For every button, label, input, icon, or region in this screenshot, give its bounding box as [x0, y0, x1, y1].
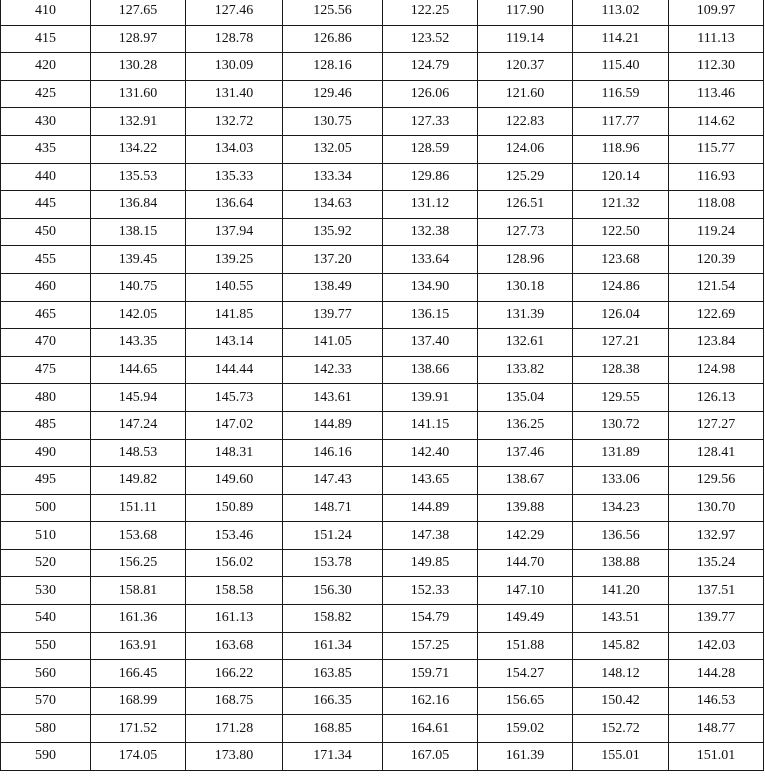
table-cell: 147.24: [91, 411, 186, 439]
table-cell: 151.88: [478, 632, 573, 660]
row-key-cell: 460: [1, 273, 91, 301]
table-cell: 127.21: [573, 329, 669, 357]
table-cell: 132.38: [383, 218, 478, 246]
table-cell: 123.52: [383, 25, 478, 53]
table-cell: 139.77: [669, 605, 764, 633]
table-cell: 138.66: [383, 356, 478, 384]
table-cell: 149.49: [478, 605, 573, 633]
table-cell: 119.24: [669, 218, 764, 246]
row-key-cell: 570: [1, 687, 91, 715]
table-cell: 132.97: [669, 522, 764, 550]
table-cell: 156.25: [91, 549, 186, 577]
table-cell: 143.35: [91, 329, 186, 357]
table-cell: 116.93: [669, 163, 764, 191]
table-cell: 139.88: [478, 494, 573, 522]
table-cell: 131.60: [91, 80, 186, 108]
table-cell: 129.55: [573, 384, 669, 412]
table-cell: 137.46: [478, 439, 573, 467]
row-key-cell: 500: [1, 494, 91, 522]
table-cell: 141.85: [186, 301, 283, 329]
table-cell: 156.30: [283, 577, 383, 605]
table-row: [1, 356, 764, 384]
table-cell: 146.16: [283, 439, 383, 467]
table-cell: 174.05: [91, 743, 186, 771]
table-cell: 166.35: [283, 687, 383, 715]
table-cell: 136.84: [91, 191, 186, 219]
row-key-cell: 420: [1, 53, 91, 81]
table-cell: 129.46: [283, 80, 383, 108]
row-key-cell: 590: [1, 743, 91, 771]
table-cell: 126.04: [573, 301, 669, 329]
table-cell: 146.53: [669, 687, 764, 715]
table-row: [1, 549, 764, 577]
table-cell: 143.14: [186, 329, 283, 357]
table-cell: 124.86: [573, 273, 669, 301]
table-cell: 147.43: [283, 467, 383, 495]
table-row: [1, 411, 764, 439]
table-cell: 168.99: [91, 687, 186, 715]
table-cell: 153.46: [186, 522, 283, 550]
table-cell: 114.21: [573, 25, 669, 53]
table-cell: 130.28: [91, 53, 186, 81]
table-cell: 141.20: [573, 577, 669, 605]
table-cell: 148.77: [669, 715, 764, 743]
table-row: [1, 494, 764, 522]
table-cell: 145.94: [91, 384, 186, 412]
table-row: [1, 246, 764, 274]
table-cell: 135.33: [186, 163, 283, 191]
row-key-cell: 550: [1, 632, 91, 660]
table-cell: 116.59: [573, 80, 669, 108]
table-cell: 113.02: [573, 0, 669, 25]
table-cell: 158.81: [91, 577, 186, 605]
table-row: [1, 467, 764, 495]
row-key-cell: 450: [1, 218, 91, 246]
table-cell: 153.68: [91, 522, 186, 550]
table-cell: 128.78: [186, 25, 283, 53]
table-cell: 163.91: [91, 632, 186, 660]
table-cell: 161.36: [91, 605, 186, 633]
table-cell: 134.63: [283, 191, 383, 219]
table-cell: 134.23: [573, 494, 669, 522]
table-row: [1, 743, 764, 771]
table-cell: 130.75: [283, 108, 383, 136]
table-row: [1, 135, 764, 163]
table-cell: 161.34: [283, 632, 383, 660]
table-row: [1, 439, 764, 467]
table-row: [1, 25, 764, 53]
table-cell: 161.13: [186, 605, 283, 633]
table-cell: 130.18: [478, 273, 573, 301]
table-cell: 129.56: [669, 467, 764, 495]
row-key-cell: 440: [1, 163, 91, 191]
table-cell: 171.28: [186, 715, 283, 743]
table-cell: 144.44: [186, 356, 283, 384]
table-cell: 150.89: [186, 494, 283, 522]
table-cell: 131.12: [383, 191, 478, 219]
table-cell: 137.20: [283, 246, 383, 274]
table-cell: 138.15: [91, 218, 186, 246]
table-cell: 124.06: [478, 135, 573, 163]
table-cell: 140.55: [186, 273, 283, 301]
row-key-cell: 470: [1, 329, 91, 357]
table-cell: 109.97: [669, 0, 764, 25]
table-cell: 144.65: [91, 356, 186, 384]
table-cell: 147.02: [186, 411, 283, 439]
table-row: [1, 301, 764, 329]
table-cell: 131.40: [186, 80, 283, 108]
table-cell: 149.82: [91, 467, 186, 495]
table-cell: 125.56: [283, 0, 383, 25]
table-cell: 124.79: [383, 53, 478, 81]
row-key-cell: 530: [1, 577, 91, 605]
table-cell: 144.89: [283, 411, 383, 439]
row-key-cell: 480: [1, 384, 91, 412]
table-cell: 132.72: [186, 108, 283, 136]
table-cell: 127.27: [669, 411, 764, 439]
table-cell: 148.31: [186, 439, 283, 467]
row-key-cell: 435: [1, 135, 91, 163]
row-key-cell: 425: [1, 80, 91, 108]
table-cell: 131.39: [478, 301, 573, 329]
table-cell: 135.24: [669, 549, 764, 577]
table-cell: 156.65: [478, 687, 573, 715]
row-key-cell: 510: [1, 522, 91, 550]
table-cell: 162.16: [383, 687, 478, 715]
table-cell: 114.62: [669, 108, 764, 136]
table-row: [1, 0, 764, 25]
table-cell: 132.61: [478, 329, 573, 357]
table-cell: 130.09: [186, 53, 283, 81]
table-cell: 142.40: [383, 439, 478, 467]
table-cell: 145.73: [186, 384, 283, 412]
table-cell: 154.79: [383, 605, 478, 633]
table-row: [1, 53, 764, 81]
table-row: [1, 577, 764, 605]
table-cell: 141.15: [383, 411, 478, 439]
table-cell: 115.77: [669, 135, 764, 163]
table-cell: 171.52: [91, 715, 186, 743]
row-key-cell: 485: [1, 411, 91, 439]
table-row: [1, 384, 764, 412]
table-cell: 140.75: [91, 273, 186, 301]
table-cell: 138.67: [478, 467, 573, 495]
table-cell: 123.68: [573, 246, 669, 274]
table-cell: 139.77: [283, 301, 383, 329]
table-cell: 139.45: [91, 246, 186, 274]
row-key-cell: 415: [1, 25, 91, 53]
table-body: [1, 0, 764, 770]
table-cell: 117.77: [573, 108, 669, 136]
table-cell: 127.65: [91, 0, 186, 25]
table-row: [1, 329, 764, 357]
row-key-cell: 430: [1, 108, 91, 136]
table-cell: 126.86: [283, 25, 383, 53]
table-cell: 137.94: [186, 218, 283, 246]
table-cell: 168.85: [283, 715, 383, 743]
table-cell: 136.56: [573, 522, 669, 550]
table-cell: 127.33: [383, 108, 478, 136]
table-cell: 150.42: [573, 687, 669, 715]
table-cell: 151.24: [283, 522, 383, 550]
table-cell: 126.13: [669, 384, 764, 412]
table-cell: 137.51: [669, 577, 764, 605]
row-key-cell: 475: [1, 356, 91, 384]
row-key-cell: 520: [1, 549, 91, 577]
table-cell: 117.90: [478, 0, 573, 25]
table-cell: 143.51: [573, 605, 669, 633]
table-cell: 166.22: [186, 660, 283, 688]
table-row: [1, 80, 764, 108]
table-cell: 148.71: [283, 494, 383, 522]
table-cell: 128.59: [383, 135, 478, 163]
table-cell: 118.96: [573, 135, 669, 163]
table-cell: 142.33: [283, 356, 383, 384]
table-cell: 122.25: [383, 0, 478, 25]
table-cell: 121.54: [669, 273, 764, 301]
table-cell: 147.10: [478, 577, 573, 605]
table-row: [1, 273, 764, 301]
table-cell: 154.27: [478, 660, 573, 688]
table-cell: 159.02: [478, 715, 573, 743]
table-cell: 148.53: [91, 439, 186, 467]
table-cell: 119.14: [478, 25, 573, 53]
table-cell: 121.60: [478, 80, 573, 108]
table-cell: 152.72: [573, 715, 669, 743]
table-cell: 158.82: [283, 605, 383, 633]
table-cell: 156.02: [186, 549, 283, 577]
row-key-cell: 445: [1, 191, 91, 219]
table-cell: 128.38: [573, 356, 669, 384]
table-cell: 120.14: [573, 163, 669, 191]
table-cell: 133.34: [283, 163, 383, 191]
table-cell: 168.75: [186, 687, 283, 715]
table-cell: 135.53: [91, 163, 186, 191]
table-row: [1, 605, 764, 633]
table-cell: 151.11: [91, 494, 186, 522]
table-row: [1, 522, 764, 550]
table-cell: 159.71: [383, 660, 478, 688]
row-key-cell: 455: [1, 246, 91, 274]
table-cell: 120.37: [478, 53, 573, 81]
table-cell: 164.61: [383, 715, 478, 743]
table-cell: 134.22: [91, 135, 186, 163]
table-cell: 126.06: [383, 80, 478, 108]
table-cell: 133.06: [573, 467, 669, 495]
table-cell: 136.15: [383, 301, 478, 329]
table-cell: 122.50: [573, 218, 669, 246]
table-row: [1, 218, 764, 246]
table-cell: 137.40: [383, 329, 478, 357]
table-cell: 126.51: [478, 191, 573, 219]
table-cell: 112.30: [669, 53, 764, 81]
table-cell: 138.88: [573, 549, 669, 577]
table-cell: 142.03: [669, 632, 764, 660]
table-cell: 134.03: [186, 135, 283, 163]
table-cell: 138.49: [283, 273, 383, 301]
table-cell: 139.25: [186, 246, 283, 274]
table-cell: 136.25: [478, 411, 573, 439]
table-cell: 125.29: [478, 163, 573, 191]
table-cell: 161.39: [478, 743, 573, 771]
table-cell: 173.80: [186, 743, 283, 771]
table-cell: 133.82: [478, 356, 573, 384]
table-cell: 122.69: [669, 301, 764, 329]
table-cell: 132.05: [283, 135, 383, 163]
table-cell: 118.08: [669, 191, 764, 219]
table-cell: 143.65: [383, 467, 478, 495]
table-cell: 134.90: [383, 273, 478, 301]
table-cell: 158.58: [186, 577, 283, 605]
table-cell: 130.72: [573, 411, 669, 439]
table-row: [1, 715, 764, 743]
table-cell: 151.01: [669, 743, 764, 771]
table-cell: 135.92: [283, 218, 383, 246]
table-cell: 133.64: [383, 246, 478, 274]
table-cell: 120.39: [669, 246, 764, 274]
row-key-cell: 410: [1, 0, 91, 25]
table-cell: 127.73: [478, 218, 573, 246]
table-row: [1, 687, 764, 715]
table-cell: 130.70: [669, 494, 764, 522]
table-cell: 111.13: [669, 25, 764, 53]
table-cell: 128.16: [283, 53, 383, 81]
table-cell: 145.82: [573, 632, 669, 660]
table-cell: 128.96: [478, 246, 573, 274]
table-cell: 115.40: [573, 53, 669, 81]
table-cell: 144.89: [383, 494, 478, 522]
row-key-cell: 560: [1, 660, 91, 688]
row-key-cell: 540: [1, 605, 91, 633]
table-cell: 143.61: [283, 384, 383, 412]
table-row: [1, 163, 764, 191]
table-cell: 141.05: [283, 329, 383, 357]
table-row: [1, 191, 764, 219]
table-cell: 166.45: [91, 660, 186, 688]
table-cell: 153.78: [283, 549, 383, 577]
row-key-cell: 495: [1, 467, 91, 495]
table-cell: 129.86: [383, 163, 478, 191]
row-key-cell: 490: [1, 439, 91, 467]
table-cell: 132.91: [91, 108, 186, 136]
table-cell: 122.83: [478, 108, 573, 136]
table-cell: 128.41: [669, 439, 764, 467]
table-cell: 142.29: [478, 522, 573, 550]
table-cell: 152.33: [383, 577, 478, 605]
table-cell: 136.64: [186, 191, 283, 219]
table-cell: 167.05: [383, 743, 478, 771]
table-cell: 113.46: [669, 80, 764, 108]
table-cell: 155.01: [573, 743, 669, 771]
table-row: [1, 632, 764, 660]
table-cell: 163.85: [283, 660, 383, 688]
table-row: [1, 108, 764, 136]
table-cell: 131.89: [573, 439, 669, 467]
table-cell: 123.84: [669, 329, 764, 357]
table-cell: 142.05: [91, 301, 186, 329]
table-cell: 147.38: [383, 522, 478, 550]
table-cell: 127.46: [186, 0, 283, 25]
table-cell: 135.04: [478, 384, 573, 412]
table-cell: 144.70: [478, 549, 573, 577]
table-cell: 144.28: [669, 660, 764, 688]
table-cell: 149.60: [186, 467, 283, 495]
table-cell: 128.97: [91, 25, 186, 53]
row-key-cell: 580: [1, 715, 91, 743]
table-cell: 139.91: [383, 384, 478, 412]
table-cell: 149.85: [383, 549, 478, 577]
table-row: [1, 660, 764, 688]
table-cell: 148.12: [573, 660, 669, 688]
row-key-cell: 465: [1, 301, 91, 329]
table-cell: 171.34: [283, 743, 383, 771]
table-cell: 121.32: [573, 191, 669, 219]
table-cell: 157.25: [383, 632, 478, 660]
table-cell: 163.68: [186, 632, 283, 660]
table-cell: 124.98: [669, 356, 764, 384]
